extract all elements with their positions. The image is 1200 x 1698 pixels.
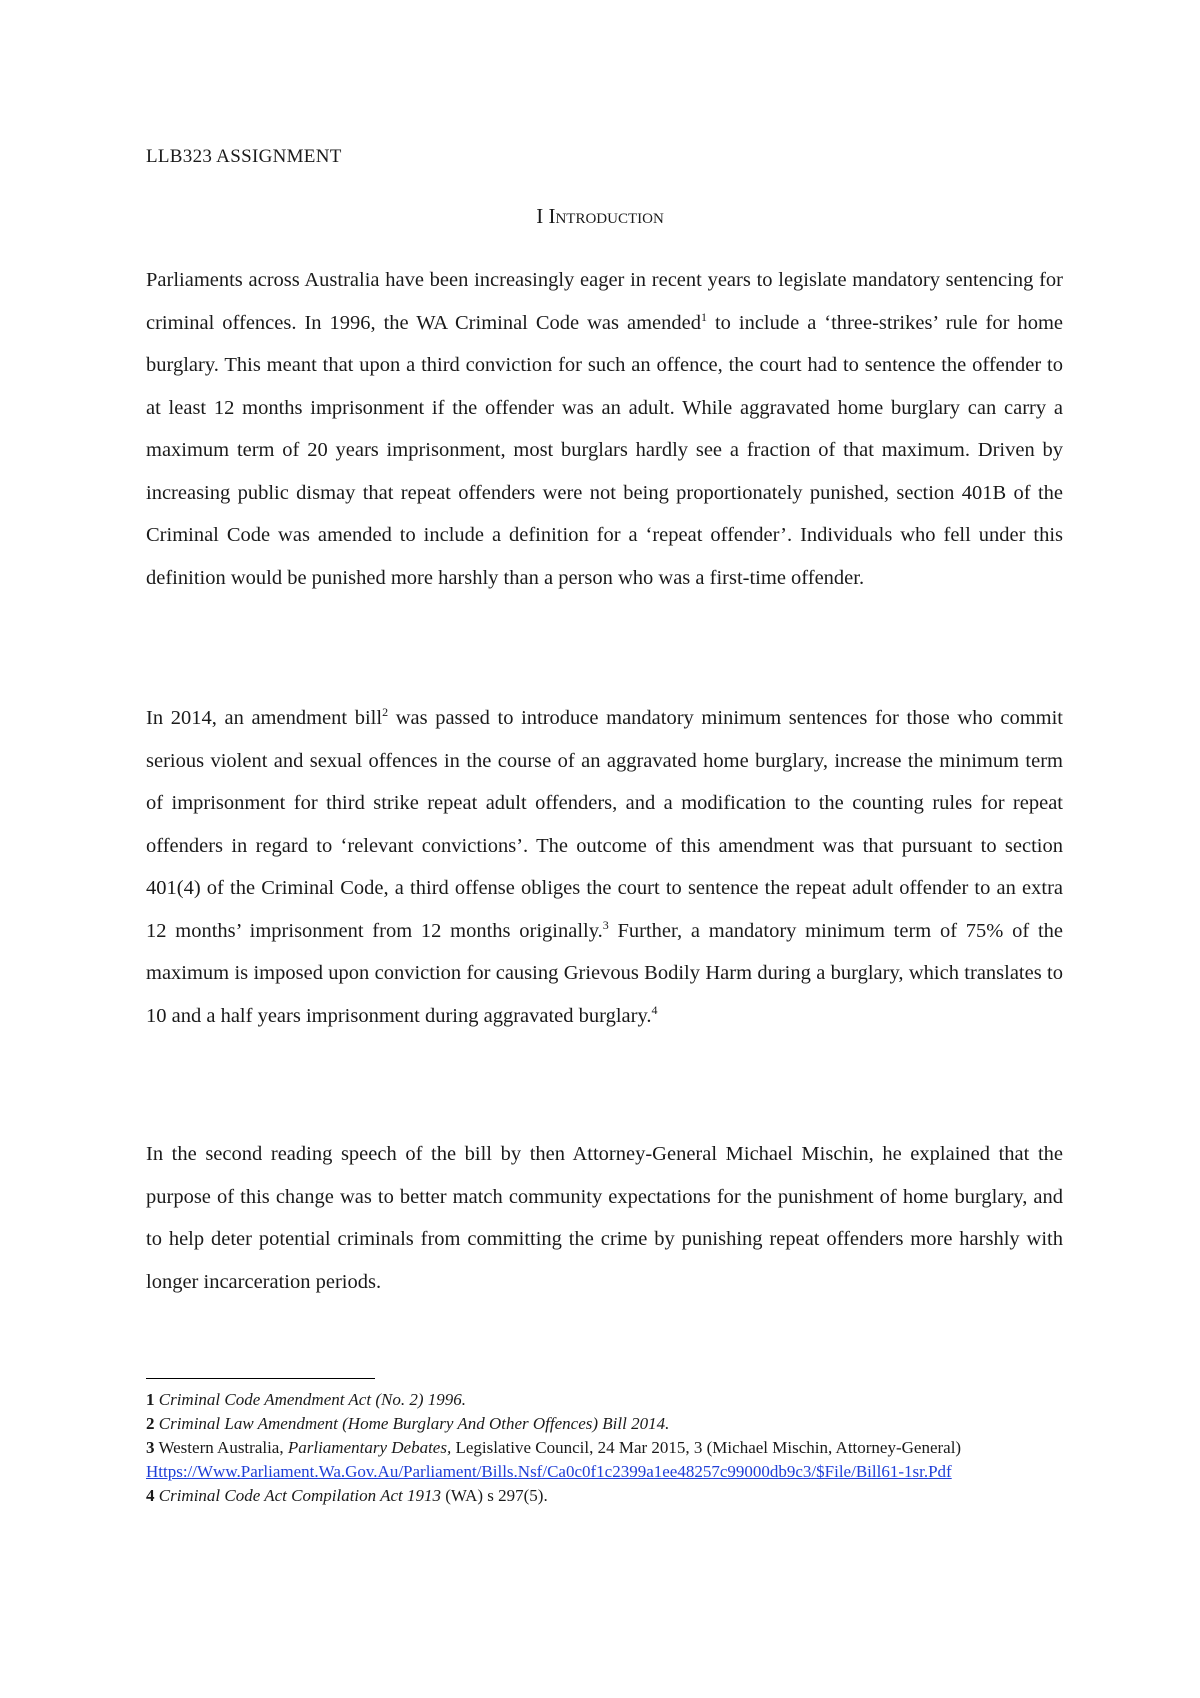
section-heading: [0, 204, 1200, 229]
section-title: Introduction: [548, 204, 664, 228]
footnote-number: 4: [146, 1486, 155, 1505]
footnote-1: [146, 1388, 1063, 1412]
assignment-header: LLB323 ASSIGNMENT: [146, 146, 342, 167]
footnote-number: 2: [146, 1414, 155, 1433]
footnote-3: [146, 1436, 1063, 1484]
footnote-2: [146, 1412, 1063, 1436]
paragraph-2-text-a: In 2014, an amendment bill: [146, 707, 383, 729]
footnote-3-post: Legislative Council, 24 Mar 2015, 3 (Michael Mischin, Attorney-General): [451, 1438, 962, 1457]
paragraph-2: [146, 697, 1063, 1037]
paragraph-2-text-b: was passed to introduce mandatory minimum sentences for those who commit serious violent and sexual offences in the course of an aggravated home burglary, increase the minimum term of imprisonment for third strike repeat adult offenders, and a modification to the counting rules for repeat offenders in regard to ‘relevant convictions’. The outcome of this amendment was that pursuant to section 401(4) of the Criminal Code, a third offense obliges the court to sentence the repeat adult offender to an extra 12 months’ imprisonment from 12 months originally.: [146, 707, 1063, 942]
paragraph-3: [146, 1133, 1063, 1303]
paragraph-1-text-b: to include a ‘three-strikes’ rule for home burglary. This meant that upon a third conviction for such an offence, the court had to sentence the offender to at least 12 months imprisonment if the offender was an adult. While aggravated home burglary can carry a maximum term of 20 years imprisonment, most burglars hardly see a fraction of that maximum. Driven by increasing public dismay that repeat offenders were not being proportionately punished, section 401B of the Criminal Code was amended to include a definition for a ‘repeat offender’. Individuals who fell under this definition would be punished more harshly than a person who was a first-time offender.: [146, 311, 1063, 589]
footnote-number: 3: [146, 1438, 155, 1457]
footnote-3-link[interactable]: Https://Www.Parliament.Wa.Gov.Au/Parliament/Bills.Nsf/Ca0c0f1c2399a1ee48257c99000db9c3/$File/Bill61-1sr.Pdf: [146, 1462, 952, 1481]
paragraph-1-text-a: Parliaments across Australia have been increasingly eager in recent years to legislate mandatory sentencing for criminal offences. In 1996, the WA Criminal Code was amended: [146, 269, 1063, 334]
paragraph-3-text: In the second reading speech of the bill by then Attorney-General Michael Mischin, he explained that the purpose of this change was to better match community expectations for the punishment of home burglary, and to help deter potential criminals from committing the crime by punishing repeat offenders more harshly with longer incarceration periods.: [146, 1143, 1063, 1293]
footnotes: [146, 1388, 1063, 1508]
footnote-3-title: Parliamentary Debates,: [287, 1438, 452, 1457]
footnote-ref-4[interactable]: 4: [651, 1002, 658, 1017]
footnote-4-title: Criminal Code Act Compilation Act 1913: [158, 1486, 441, 1505]
footnote-ref-1[interactable]: 1: [700, 309, 707, 324]
footnote-3-pre: Western Australia,: [158, 1438, 288, 1457]
footnote-4-post: (WA) s 297(5).: [441, 1486, 548, 1505]
section-numeral: I: [536, 204, 544, 228]
footnote-number: 1: [146, 1390, 155, 1409]
footnote-4: [146, 1484, 1063, 1508]
footnote-ref-3[interactable]: 3: [602, 917, 609, 932]
paragraph-1: [146, 259, 1063, 599]
footnote-separator: [146, 1378, 375, 1379]
footnote-ref-2[interactable]: 2: [382, 705, 389, 719]
paragraph-2-text-c: Further, a mandatory minimum term of 75% of the maximum is imposed upon conviction for causing Grievous Bodily Harm during a burglary, which translates to 10 and a half years imprisonment during aggravated burglary.: [146, 919, 1063, 1027]
footnote-1-citation: Criminal Code Amendment Act (No. 2) 1996.: [158, 1390, 466, 1409]
footnote-2-citation: Criminal Law Amendment (Home Burglary And Other Offences) Bill 2014.: [158, 1414, 670, 1433]
